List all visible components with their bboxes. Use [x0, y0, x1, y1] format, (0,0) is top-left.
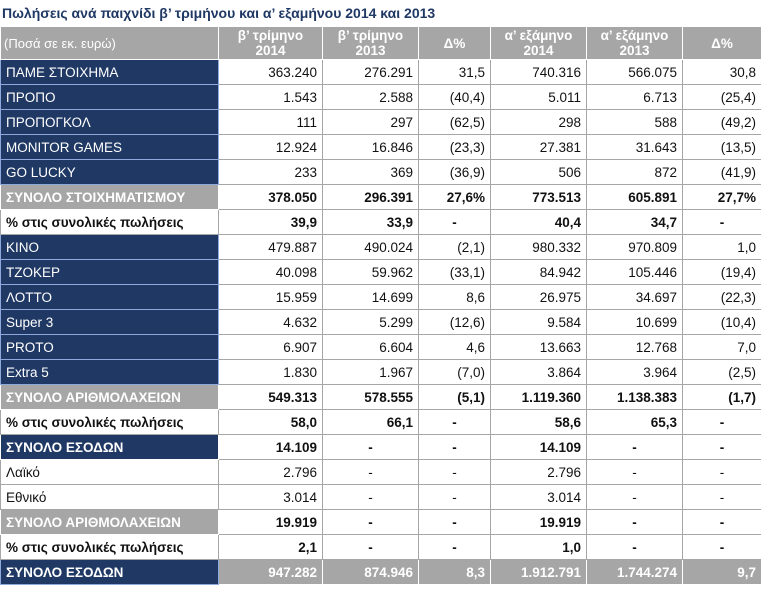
- table-cell: 58,0: [219, 410, 323, 435]
- table-row: [1, 85, 761, 110]
- row-label: MONITOR GAMES: [1, 135, 219, 160]
- row-label: ΣΥΝΟΛΟ ΕΣΟΔΩΝ: [1, 435, 219, 460]
- table-cell: 378.050: [219, 185, 323, 210]
- table-cell: 1.830: [219, 360, 323, 385]
- table-cell: 6.713: [587, 85, 683, 110]
- table-row: [1, 360, 761, 385]
- table-cell: (23,3): [419, 135, 491, 160]
- table-cell: 6.907: [219, 335, 323, 360]
- table-cell: 773.513: [491, 185, 587, 210]
- table-cell: 2,1: [219, 535, 323, 560]
- table-cell: (36,9): [419, 160, 491, 185]
- table-cell: (49,2): [683, 110, 761, 135]
- table-cell: -: [419, 535, 491, 560]
- col-header-line1: Δ%: [711, 35, 733, 51]
- table-cell: 19.919: [491, 510, 587, 535]
- table-cell: 296.391: [323, 185, 419, 210]
- table-cell: 40,4: [491, 210, 587, 235]
- table-row: [1, 260, 761, 285]
- table-cell: -: [419, 510, 491, 535]
- table-row: [1, 485, 761, 510]
- table-cell: 1.543: [219, 85, 323, 110]
- col-header-line1: α’ εξάμηνο: [504, 28, 573, 43]
- table-cell: (40,4): [419, 85, 491, 110]
- table-cell: 13.663: [491, 335, 587, 360]
- row-label: PROTO: [1, 335, 219, 360]
- table-cell: (2,5): [683, 360, 761, 385]
- table-cell: (5,1): [419, 385, 491, 410]
- col-header-line1: β’ τρίμηνο: [237, 28, 304, 43]
- table-cell: 3.864: [491, 360, 587, 385]
- col-header-q2-2013: [323, 27, 419, 60]
- table-cell: 105.446: [587, 260, 683, 285]
- col-header-delta-q: [419, 27, 491, 60]
- table-cell: 1.967: [323, 360, 419, 385]
- col-header-q2-2014: [219, 27, 323, 60]
- table-cell: -: [419, 210, 491, 235]
- table-cell: 16.846: [323, 135, 419, 160]
- row-label: ΣΥΝΟΛΟ ΕΣΟΔΩΝ: [1, 560, 219, 585]
- table-cell: -: [323, 435, 419, 460]
- table-cell: 39,9: [219, 210, 323, 235]
- table-cell: 4.632: [219, 310, 323, 335]
- table-cell: 980.332: [491, 235, 587, 260]
- table-cell: 12.768: [587, 335, 683, 360]
- table-cell: 490.024: [323, 235, 419, 260]
- table-cell: 298: [491, 110, 587, 135]
- table-cell: (33,1): [419, 260, 491, 285]
- row-label: ΤΖΟΚΕΡ: [1, 260, 219, 285]
- table-cell: (13,5): [683, 135, 761, 160]
- table-cell: 1,0: [491, 535, 587, 560]
- table-cell: 506: [491, 160, 587, 185]
- table-cell: 3.014: [219, 485, 323, 510]
- table-cell: 66,1: [323, 410, 419, 435]
- table-row: [1, 460, 761, 485]
- table-cell: 549.313: [219, 385, 323, 410]
- table-cell: -: [683, 410, 761, 435]
- table-row: [1, 185, 761, 210]
- table-cell: -: [683, 210, 761, 235]
- table-cell: -: [419, 410, 491, 435]
- table-cell: 1.119.360: [491, 385, 587, 410]
- table-cell: 84.942: [491, 260, 587, 285]
- table-cell: 58,6: [491, 410, 587, 435]
- row-label: % στις συνολικές πωλήσεις: [1, 210, 219, 235]
- table-cell: 5.011: [491, 85, 587, 110]
- table-row: [1, 235, 761, 260]
- sales-table: [0, 26, 761, 585]
- table-cell: 1.744.274: [587, 560, 683, 585]
- col-header-delta-h: [683, 27, 761, 60]
- table-cell: 8,6: [419, 285, 491, 310]
- row-label: ΠΡΟΠΟ: [1, 85, 219, 110]
- table-cell: 34,7: [587, 210, 683, 235]
- table-cell: 297: [323, 110, 419, 135]
- table-cell: -: [419, 435, 491, 460]
- row-label: % στις συνολικές πωλήσεις: [1, 410, 219, 435]
- table-cell: 740.316: [491, 60, 587, 85]
- row-label: ΣΥΝΟΛΟ ΣΤΟΙΧΗΜΑΤΙΣΜΟΥ: [1, 185, 219, 210]
- table-cell: 1,0: [683, 235, 761, 260]
- table-cell: 233: [219, 160, 323, 185]
- col-header-line2: 2013: [619, 43, 650, 58]
- table-cell: 40.098: [219, 260, 323, 285]
- col-header-line1: Δ%: [443, 35, 466, 51]
- row-label: Εθνικό: [1, 485, 219, 510]
- table-row: [1, 410, 761, 435]
- col-header-line2: 2014: [523, 43, 554, 58]
- table-cell: -: [587, 510, 683, 535]
- table-cell: -: [683, 535, 761, 560]
- table-cell: (25,4): [683, 85, 761, 110]
- table-cell: 14.699: [323, 285, 419, 310]
- table-cell: 31.643: [587, 135, 683, 160]
- table-cell: 30,8: [683, 60, 761, 85]
- table-cell: 14.109: [219, 435, 323, 460]
- table-cell: -: [323, 460, 419, 485]
- table-cell: 3.014: [491, 485, 587, 510]
- table-cell: 65,3: [587, 410, 683, 435]
- table-row: [1, 385, 761, 410]
- table-row: [1, 285, 761, 310]
- table-cell: 10.699: [587, 310, 683, 335]
- table-cell: 578.555: [323, 385, 419, 410]
- table-cell: 34.697: [587, 285, 683, 310]
- table-cell: 15.959: [219, 285, 323, 310]
- header-row: [1, 27, 761, 60]
- table-cell: 2.796: [491, 460, 587, 485]
- table-row: [1, 335, 761, 360]
- row-label: ΛΟΤΤΟ: [1, 285, 219, 310]
- table-cell: (62,5): [419, 110, 491, 135]
- row-label: ΠΑΜΕ ΣΤΟΙΧΗΜΑ: [1, 60, 219, 85]
- table-cell: -: [323, 535, 419, 560]
- table-row: [1, 110, 761, 135]
- table-cell: 27,7%: [683, 185, 761, 210]
- table-cell: 12.924: [219, 135, 323, 160]
- row-label: ΠΡΟΠΟΓΚΟΛ: [1, 110, 219, 135]
- col-header-line1: α’ εξάμηνο: [600, 28, 669, 43]
- table-cell: -: [587, 535, 683, 560]
- table-cell: (41,9): [683, 160, 761, 185]
- table-cell: -: [587, 460, 683, 485]
- table-cell: -: [323, 510, 419, 535]
- table-cell: 111: [219, 110, 323, 135]
- table-row: [1, 210, 761, 235]
- table-cell: -: [683, 435, 761, 460]
- row-label: ΣΥΝΟΛΟ ΑΡΙΘΜΟΛΑΧΕΙΩΝ: [1, 510, 219, 535]
- table-cell: 19.919: [219, 510, 323, 535]
- table-cell: 2.796: [219, 460, 323, 485]
- table-cell: 605.891: [587, 185, 683, 210]
- table-row: [1, 60, 761, 85]
- table-cell: -: [323, 485, 419, 510]
- table-cell: 2.588: [323, 85, 419, 110]
- table-cell: -: [587, 485, 683, 510]
- table-row: [1, 510, 761, 535]
- unit-label: (Ποσά σε εκ. ευρώ): [1, 27, 219, 60]
- table-cell: 26.975: [491, 285, 587, 310]
- table-body: [1, 60, 761, 585]
- col-header-line2: 2014: [255, 43, 286, 58]
- table-cell: 33,9: [323, 210, 419, 235]
- table-cell: 31,5: [419, 60, 491, 85]
- table-cell: (19,4): [683, 260, 761, 285]
- table-cell: 6.604: [323, 335, 419, 360]
- table-cell: 1.912.791: [491, 560, 587, 585]
- table-cell: 9,7: [683, 560, 761, 585]
- row-label: Λαϊκό: [1, 460, 219, 485]
- table-cell: 59.962: [323, 260, 419, 285]
- table-row: [1, 560, 761, 585]
- col-header-line1: β’ τρίμηνο: [337, 28, 404, 43]
- table-cell: 588: [587, 110, 683, 135]
- row-label: Super 3: [1, 310, 219, 335]
- col-header-line2: 2013: [355, 43, 386, 58]
- table-cell: 3.964: [587, 360, 683, 385]
- table-row: [1, 310, 761, 335]
- table-cell: 27.381: [491, 135, 587, 160]
- table-row: [1, 435, 761, 460]
- table-cell: 947.282: [219, 560, 323, 585]
- table-cell: (22,3): [683, 285, 761, 310]
- table-cell: 8,3: [419, 560, 491, 585]
- row-label: % στις συνολικές πωλήσεις: [1, 535, 219, 560]
- row-label: ΚΙΝΟ: [1, 235, 219, 260]
- table-cell: 9.584: [491, 310, 587, 335]
- table-cell: 872: [587, 160, 683, 185]
- table-cell: 27,6%: [419, 185, 491, 210]
- table-cell: 874.946: [323, 560, 419, 585]
- table-row: [1, 535, 761, 560]
- table-cell: (1,7): [683, 385, 761, 410]
- table-cell: -: [683, 485, 761, 510]
- table-cell: 1.138.383: [587, 385, 683, 410]
- table-row: [1, 160, 761, 185]
- table-cell: (10,4): [683, 310, 761, 335]
- table-cell: 369: [323, 160, 419, 185]
- table-cell: -: [419, 485, 491, 510]
- table-cell: 566.075: [587, 60, 683, 85]
- row-label: GO LUCKY: [1, 160, 219, 185]
- table-cell: 479.887: [219, 235, 323, 260]
- col-header-h1-2014: [491, 27, 587, 60]
- table-cell: 4,6: [419, 335, 491, 360]
- row-label: ΣΥΝΟΛΟ ΑΡΙΘΜΟΛΑΧΕΙΩΝ: [1, 385, 219, 410]
- table-cell: 276.291: [323, 60, 419, 85]
- table-cell: 7,0: [683, 335, 761, 360]
- table-title: Πωλήσεις ανά παιχνίδι β’ τριμήνου και α’ εξαμήνου 2014 και 2013: [2, 5, 436, 21]
- table-row: [1, 135, 761, 160]
- table-cell: 5.299: [323, 310, 419, 335]
- table-cell: -: [683, 460, 761, 485]
- table-cell: 14.109: [491, 435, 587, 460]
- table-cell: 970.809: [587, 235, 683, 260]
- table-cell: -: [587, 435, 683, 460]
- table-cell: (2,1): [419, 235, 491, 260]
- row-label: Extra 5: [1, 360, 219, 385]
- table-cell: (12,6): [419, 310, 491, 335]
- table-cell: (7,0): [419, 360, 491, 385]
- table-cell: -: [683, 510, 761, 535]
- col-header-h1-2013: [587, 27, 683, 60]
- table-cell: 363.240: [219, 60, 323, 85]
- table-cell: -: [419, 460, 491, 485]
